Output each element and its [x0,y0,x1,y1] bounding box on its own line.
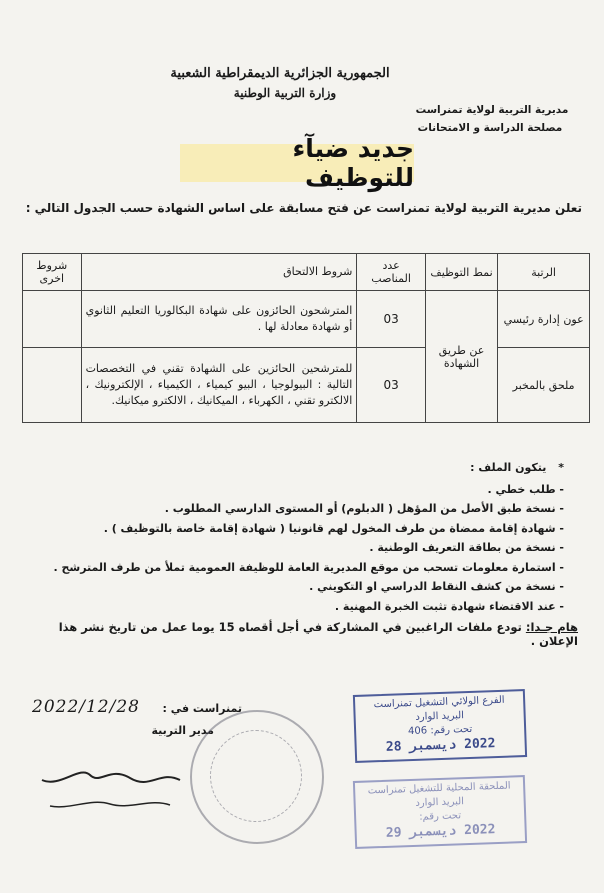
intro-text: تعلن مديرية التربية لولاية تمنراست عن فتح مسابقة على اساس الشهادة حسب الجدول التالي : [25,201,582,215]
other-cell [23,291,82,348]
bullet-star: * [558,461,564,474]
stamp-date: 2022 ديسمبر 28 [385,736,496,755]
rank-cell: عون إدارة رئيسي [498,291,590,348]
incoming-mail-stamp [353,689,527,763]
positions-table [22,253,590,423]
count-cell: 03 [357,291,426,348]
incoming-mail-stamp [353,775,527,849]
note-label: هام جـدا: [525,620,578,634]
list-item: - نسخة من بطاقة التعريف الوطنية . [369,541,564,554]
stamp-line: الملحقة المحلية للتشغيل تمنراست [367,780,511,797]
file-title [34,458,564,478]
stamp-line: البريد الوارد [415,710,465,723]
director-title: مدير التربية [151,724,214,737]
important-note [18,620,578,648]
count-cell: 03 [357,348,426,423]
ministry-title: وزارة التربية الوطنية [233,86,337,100]
col-header-rank: الرتبة [498,254,590,291]
republic-title: الجمهورية الجزائرية الديمقراطية الشعبية [170,66,390,81]
list-item: - استمارة معلومات تسحب من موقع المديرية العامة للوظيفة العمومية تملأ من طرف المترشح . [53,560,564,574]
other-cell [23,348,82,423]
list-item: - عند الاقتضاء شهادة تثبت الخبرة المهنية . [334,599,564,613]
conditions-cell: للمترشحين الحائزين على الشهادة تقني في التخصصات التالية : البيولوجيا ، البيو كيمياء ، الكيمياء ، الإلكترونيك ، الالكترو تقني ، الكهرباء ، الميكانيك ، الالكترو ميكانيك. [81,348,357,423]
official-seal-icon [190,710,324,844]
table-header-row [23,254,590,291]
list-item: - نسخة من كشف النقاط الدراسي او التكويني . [309,580,564,593]
stamp-line: الفرع الولائي التشغيل تمنراست [373,694,505,711]
col-header-conditions: شروط الالتحاق [81,254,357,291]
signature-icon [30,760,190,820]
table-row [23,348,590,423]
sign-place: تمنراست في : [162,702,242,715]
file-title-text: يتكون الملف : [470,461,547,474]
col-header-mode: نمط التوظيف [425,254,497,291]
stamp-line: البريد الوارد [415,796,465,809]
service-name: مصلحة الدراسة و الامتحانات [417,122,563,134]
col-header-count: عدد المناصب [357,254,426,291]
list-item: - شهادة إقامة ممضاة من طرف المخول لهم قانونيا ( شهادة إقامة خاصة بالتوظيف ) . [103,521,564,535]
sign-date: 2022/12/28 [32,697,140,717]
list-item: - نسخة طبق الأصل من المؤهل ( الدبلوم) أو المستوى الدارسي المطلوب . [164,502,564,515]
note-text: تودع ملفات الراغبين في المشاركة في أجل أقصاه 15 يوما عمل من تاريخ نشر هذا الإعلان . [58,620,578,648]
directorate-name: مديرية التربية لولاية تمنراست [415,104,569,116]
list-item: - طلب خطي . [487,482,564,496]
file-requirements [34,458,564,616]
col-header-other: شروط اخرى [23,254,82,291]
stamp-date: 2022 ديسمبر 29 [385,822,496,841]
conditions-cell: المترشحون الحائزون على شهادة البكالوريا التعليم الثانوي أو شهادة معادلة لها . [81,291,357,348]
rank-cell: ملحق بالمخبر [498,348,590,423]
stamp-line: تحت رقم: 406 [407,723,473,738]
table-row [23,291,590,348]
stamp-line: تحت رقم: [419,810,462,823]
mode-cell: عن طريق الشهادة [425,291,497,423]
banner-title: جديد ضيآء للتوظيف [180,144,414,182]
